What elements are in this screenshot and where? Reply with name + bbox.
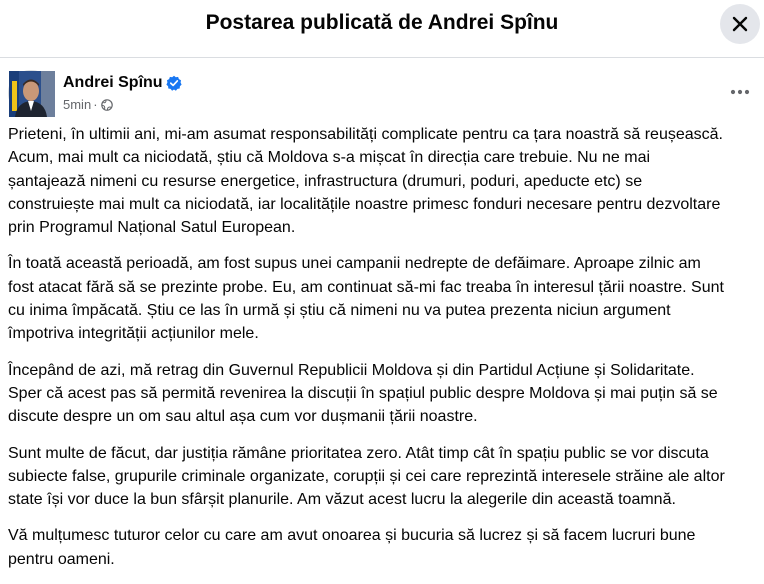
text-line: discute despre un om sau altul așa cum vor dușmanii țării noastre. <box>8 408 478 426</box>
post-timestamp[interactable]: 5min <box>63 97 92 112</box>
text-line: Sper că acest pas să permită revenirea la discuții în spațiul public despre Moldova și mai puțin să se <box>8 384 718 402</box>
post-paragraph <box>8 524 758 571</box>
text-line: Acum, mai mult ca niciodată, știu că Moldova s-a mișcat în direcția care trebuie. Nu ne mai <box>8 149 651 167</box>
avatar-photo <box>9 71 55 117</box>
post-meta <box>63 96 113 114</box>
post-paragraph <box>8 359 758 429</box>
text-line: prin Programul Național Satul European. <box>8 219 296 237</box>
text-line: Începând de azi, mă retrag din Guvernul Republicii Moldova și din Partidul Acțiune și Solidaritate. <box>8 361 695 379</box>
text-line: construiește mai mult ca niciodată, iar localitățile noastre primesc fonduri necesare pentru dezvoltare <box>8 195 721 213</box>
post-paragraph <box>8 252 758 345</box>
author-name[interactable]: Andrei Spînu <box>63 74 163 91</box>
more-horizontal-icon <box>730 89 750 95</box>
text-line: fost atacat fără să se prezinte probe. Eu, am continuat să-mi fac treaba în interesul țării noastre. Sunt <box>8 278 724 296</box>
more-options-button[interactable] <box>724 76 756 108</box>
text-line: împotriva integrității acțiunilor mele. <box>8 325 259 343</box>
text-line: Sunt multe de făcut, dar justiția rămâne prioritatea zero. Atât timp cât în spațiu public se vor discuta <box>8 444 709 462</box>
text-line: În toată această perioadă, am fost supus unei campanii nedrepte de defăimare. Aproape zilnic am <box>8 255 701 273</box>
globe-icon[interactable] <box>101 99 113 111</box>
text-line: Prieteni, în ultimii ani, mi-am asumat responsabilități complicate pentru ca țara noastră să reușească. <box>8 126 723 143</box>
post-paragraph <box>8 442 758 512</box>
text-line: pentru oameni. <box>8 550 115 568</box>
text-line: subiecte false, grupurile criminale organizate, corupții și cei care reprezintă interesele străine ale altor <box>8 467 725 485</box>
text-line: Vă mulțumesc tuturor celor cu care am avut onoarea și bucuria să lucrez și să facem lucruri bune <box>8 527 696 545</box>
post-paragraph <box>8 123 758 239</box>
meta-separator: · <box>93 97 98 112</box>
post-text <box>8 123 758 584</box>
verified-badge-icon <box>166 75 182 91</box>
dialog-header <box>0 0 764 58</box>
close-icon <box>731 15 749 33</box>
text-line: cu inima împăcată. Știu ce las în urmă și știu că nimeni nu va putea prezenta niciun argument <box>8 302 671 320</box>
text-line: state își vor duce la bun sfârșit planurile. Am văzut acest lucru la alegerile din această toamnă. <box>8 491 676 509</box>
close-button[interactable] <box>720 4 760 44</box>
author-avatar[interactable] <box>8 70 54 116</box>
text-line: șantajează nimeni cu resurse energetice, infrastructura (drumuri, poduri, apeducte etc) se <box>8 172 643 190</box>
dialog-title: Postarea publicată de Andrei Spînu <box>205 11 559 34</box>
